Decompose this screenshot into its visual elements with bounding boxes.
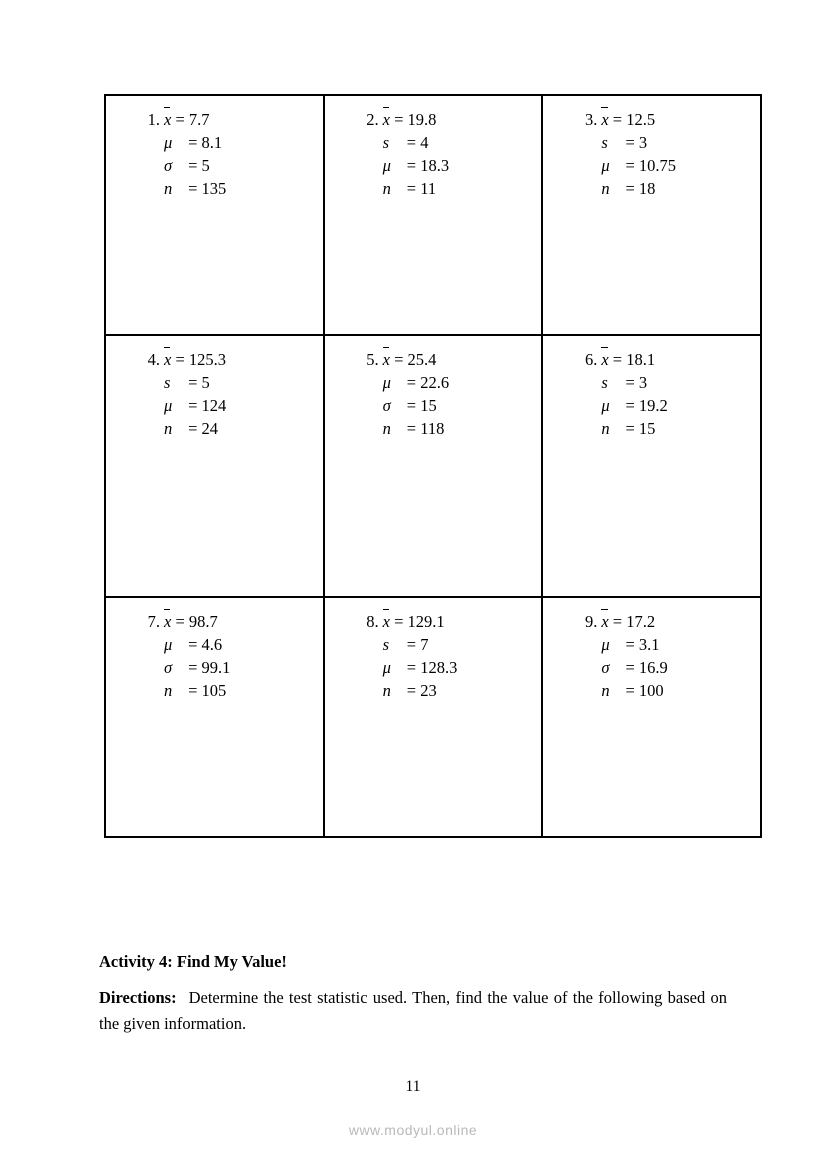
exercise-value: = 23 [406,681,437,700]
exercise-number: 2. [366,110,379,129]
exercise-line [571,154,760,177]
exercise-value: = 10.75 [625,156,676,175]
exercise-line [571,679,760,702]
s-symbol: s [382,635,390,654]
exercise-content [543,348,760,440]
exercise-cell-2 [324,95,543,335]
exercise-line [353,417,542,440]
exercise-table [104,94,762,838]
exercise-line [134,108,323,131]
exercise-line [353,177,542,200]
xbar-symbol: x [164,612,172,631]
directions-label: Directions: [99,988,177,1007]
n-symbol: n [601,419,610,438]
exercise-value: = 7 [406,635,429,654]
exercise-line [134,177,323,200]
mu-symbol: μ [382,658,391,677]
n-symbol: n [601,681,610,700]
exercise-line [571,177,760,200]
exercise-value: = 129.1 [394,612,445,631]
exercise-line [134,656,323,679]
exercise-number: 3. [584,110,598,129]
exercise-line [134,131,323,154]
exercise-line [571,417,760,440]
exercise-number: 5. [366,350,379,369]
exercise-value: = 18.1 [612,350,656,369]
exercise-value: = 17.2 [612,612,656,631]
exercise-content [543,610,760,702]
exercise-value: = 124 [188,396,227,415]
sigma-symbol: σ [382,396,391,415]
exercise-content [325,348,542,440]
exercise-content [106,610,323,702]
n-symbol: n [164,179,173,198]
xbar-symbol: x [382,612,390,631]
mu-symbol: μ [164,396,173,415]
exercise-line [571,371,760,394]
exercise-line [571,131,760,154]
exercise-cell-7 [105,597,324,837]
sigma-symbol: σ [164,156,173,175]
exercise-content [543,108,760,200]
exercise-line [353,633,542,656]
sigma-symbol: σ [601,658,610,677]
exercise-line [353,371,542,394]
sigma-symbol: σ [164,658,173,677]
exercise-line [134,371,323,394]
mu-symbol: μ [601,635,610,654]
activity-title: Activity 4: Find My Value! [99,952,287,971]
exercise-line [571,610,760,633]
xbar-symbol: x [164,110,172,129]
exercise-cell-9 [542,597,761,837]
mu-symbol: μ [601,396,610,415]
exercise-cell-3 [542,95,761,335]
exercise-line [571,394,760,417]
exercise-value: = 24 [188,419,219,438]
exercise-number: 9. [584,612,598,631]
exercise-value: = 135 [188,179,227,198]
exercise-line [353,394,542,417]
exercise-value: = 125.3 [175,350,227,369]
exercise-value: = 3.1 [625,635,660,654]
exercise-value: = 18 [625,179,656,198]
table-row [105,597,761,837]
exercise-value: = 99.1 [188,658,231,677]
exercise-value: = 3 [625,133,648,152]
exercise-value: = 3 [625,373,648,392]
exercise-value: = 16.9 [625,658,668,677]
directions-paragraph [99,985,727,1037]
exercise-line [353,656,542,679]
exercise-number: 8. [366,612,379,631]
exercise-value: = 19.8 [394,110,437,129]
exercise-line [571,108,760,131]
exercise-value: = 4 [406,133,429,152]
n-symbol: n [601,179,610,198]
n-symbol: n [164,681,173,700]
s-symbol: s [601,373,608,392]
exercise-line [134,394,323,417]
exercise-value: = 5 [188,156,210,175]
exercise-content [106,348,323,440]
exercise-line [353,610,542,633]
exercise-line [134,348,323,371]
exercise-number: 4. [147,350,160,369]
exercise-content [325,610,542,702]
mu-symbol: μ [382,373,391,392]
exercise-line [571,656,760,679]
exercise-value: = 100 [625,681,664,700]
exercise-number: 7. [147,612,160,631]
exercise-grid [104,94,762,838]
exercise-value: = 18.3 [406,156,450,175]
exercise-line [134,417,323,440]
exercise-content [106,108,323,200]
mu-symbol: μ [382,156,391,175]
xbar-symbol: x [382,350,390,369]
exercise-line [134,154,323,177]
exercise-value: = 105 [188,681,227,700]
exercise-line [353,679,542,702]
s-symbol: s [382,133,390,152]
exercise-value: = 15 [406,396,437,415]
exercise-line [571,633,760,656]
watermark: www.modyul.online [348,1122,478,1138]
exercise-line [353,131,542,154]
xbar-symbol: x [382,110,390,129]
exercise-value: = 8.1 [188,133,223,152]
directions-text: Determine the test statistic used. Then, find the value of the following based on the given information. [99,988,727,1033]
exercise-value: = 98.7 [175,612,218,631]
exercise-cell-1 [105,95,324,335]
exercise-cell-6 [542,335,761,597]
s-symbol: s [164,373,171,392]
exercise-value: = 118 [406,419,445,438]
exercise-value: = 15 [625,419,656,438]
exercise-table-body [105,95,761,837]
mu-symbol: μ [164,133,173,152]
exercise-value: = 7.7 [175,110,210,129]
exercise-value: = 12.5 [612,110,656,129]
exercise-value: = 11 [406,179,437,198]
xbar-symbol: x [601,612,609,631]
n-symbol: n [382,179,391,198]
exercise-line [134,679,323,702]
exercise-number: 1. [147,110,160,129]
exercise-line [353,348,542,371]
exercise-number: 6. [584,350,598,369]
xbar-symbol: x [601,110,609,129]
exercise-cell-8 [324,597,543,837]
exercise-line [134,610,323,633]
exercise-value: = 25.4 [394,350,437,369]
table-row [105,335,761,597]
n-symbol: n [382,681,391,700]
table-row [105,95,761,335]
exercise-value: = 5 [188,373,210,392]
exercise-line [134,633,323,656]
page-number: 11 [405,1078,421,1095]
exercise-value: = 22.6 [406,373,450,392]
n-symbol: n [164,419,173,438]
xbar-symbol: x [164,350,172,369]
mu-symbol: μ [164,635,173,654]
exercise-value: = 128.3 [406,658,458,677]
s-symbol: s [601,133,608,152]
exercise-line [353,108,542,131]
exercise-line [353,154,542,177]
exercise-cell-4 [105,335,324,597]
exercise-content [325,108,542,200]
exercise-line [571,348,760,371]
n-symbol: n [382,419,391,438]
xbar-symbol: x [601,350,609,369]
exercise-value: = 4.6 [188,635,223,654]
mu-symbol: μ [601,156,610,175]
exercise-value: = 19.2 [625,396,668,415]
exercise-cell-5 [324,335,543,597]
